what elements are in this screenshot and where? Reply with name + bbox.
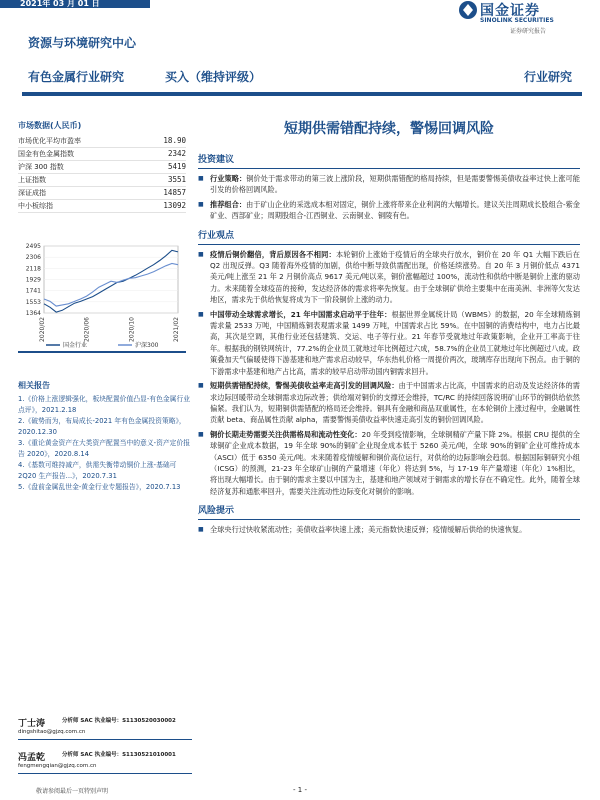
rating-label: 买入（维持评级） <box>165 70 262 84</box>
para-lead: 疫情后铜价翻倍，背后原因各不相同： <box>210 249 336 259</box>
category-label: 行业研究 <box>523 70 572 84</box>
footer-disclaimer: 敬请参阅最后一页特别声明 <box>36 788 109 795</box>
related-report-link[interactable]: 4.《基数可维持减产，供需失衡带动铜价上涨-基础可 2Q20 生产报告...》，2020.7.31 <box>18 461 177 480</box>
y-tick-label: 2495 <box>25 243 41 250</box>
section-heading: 行业观点 <box>198 230 235 241</box>
md-label: 沪深 300 指数 <box>18 163 64 171</box>
bullet-paragraph <box>198 380 580 426</box>
bullet-paragraph <box>198 429 580 497</box>
logo-text-en: SINOLINK SECURITIES <box>480 17 554 24</box>
analyst-sac-number: 分析师 SAC 执业编号：S1130520030002 <box>62 718 176 724</box>
md-label: 深证成指 <box>18 189 46 197</box>
analyst-name: 冯孟乾 <box>18 753 46 763</box>
para-lead: 短期供需错配持续，警惕美债收益率走高引发的回调风险： <box>210 381 399 391</box>
sinolink-logo-icon <box>458 0 478 20</box>
analyst-card <box>18 716 192 742</box>
md-label: 市场优化平均市盈率 <box>18 137 81 145</box>
related-report-link[interactable]: 3.《重论黄金资产在大类资产配置当中的意义-资产定价报告 2020》，2020.8.14 <box>18 439 191 458</box>
logo-text-cn: 国金证券 <box>480 3 540 19</box>
related-report-link[interactable]: 5.《盘前金属乱世金-黄金行业专题报告》，2020.7.13 <box>18 483 181 491</box>
para-body: 本轮铜价上涨始于疫情后的全球央行放水，铜价在 20 年 Q1 大幅下跌后在 Q2 出现反弹。Q3 随着海外疫情的加剧，供给中断导致供需配出现，价格延续涨势。自 20 年 3 月铜价低点 4371 美元/吨上涨至 21 年 2 月铜价高点 9617 美元/吨以来，铜价涨幅超过 100%，流动性和供给中断是铜价上涨的驱动力。未来随着全球疫苗的接种，发达经济体的需求将率先恢复。由于全球铜矿供给主要集中在南美洲、非洲等欠发达地区，需求先于供给恢复将成为下一阶段铜价上涨的动力。 <box>210 249 580 305</box>
para-body: 由于矿山企业的采选成本相对固定，铜价上涨将带来企业利润的大幅增长。建议关注周期成长股组合-紫金矿业、西部矿业；周期股组合-江西铜业、云南铜业、铜陵有色。 <box>210 199 580 221</box>
market-data-title: 市场数据(人民币) <box>18 121 82 130</box>
y-tick-label: 1364 <box>25 310 41 317</box>
x-tick-label: 2020/02 <box>39 317 46 342</box>
x-tick-label: 2020/06 <box>83 317 91 342</box>
md-value: 13092 <box>163 201 186 210</box>
related-reports <box>18 380 192 493</box>
y-tick-label: 2118 <box>25 265 41 273</box>
section-divider <box>198 519 580 520</box>
analyst-email[interactable]: dingshitao@gjzq.com.cn <box>18 729 86 735</box>
md-value: 5419 <box>167 162 186 171</box>
y-tick-label: 1553 <box>25 298 41 306</box>
md-label: 中小板综指 <box>18 202 53 210</box>
trend-chart-svg <box>18 238 186 353</box>
md-label: 上证指数 <box>18 176 46 184</box>
para-lead: 推荐组合： <box>210 199 247 209</box>
market-data-row <box>18 161 186 174</box>
related-report-link[interactable]: 1.《价格上涨逻辑强化，板块配置价值凸显-有色金属行业点评》，2021.2.18 <box>18 395 191 414</box>
md-value: 2342 <box>167 149 186 158</box>
industry-title: 有色金属行业研究 <box>28 70 125 84</box>
para-body: 根据世界金属统计局（WBMS）的数据，20 年全球精炼铜需求量 2533 万吨，中国精炼铜表观需求量 1499 万吨，中国需求占比 59%。在中国铜的消费结构中，电力占比最高，其次是空调，其他行业还包括建筑、交运、电子等行业。21 年春节受就地过年政策影响，企业开工率高于往年。根据我的钢铁网统计，77.2%的企业员工就地过年比例超过六成，58.7%的企业员工就地过年比例超过八成。政策叠加天气偏暖使得下游基建和地产需求启动较早，华东热轧价格一周提价两次，玻璃库存出现向下拐点。由于铜的下游需求中基建和地产占比高，需求的较早启动带动国内铜需求回升。 <box>210 309 581 376</box>
page-number: - 1 - <box>293 786 307 794</box>
section-heading: 风险提示 <box>198 506 235 517</box>
report-title: 短期供需错配持续，警惕回调风险 <box>284 121 494 137</box>
y-tick-label: 1741 <box>25 287 41 295</box>
report-date: 2021年 03 月 01 日 <box>0 0 150 8</box>
y-tick-label: 1929 <box>25 276 41 284</box>
market-data-row <box>18 148 186 161</box>
x-tick-label: 2020/10 <box>128 317 136 342</box>
bullet-paragraph <box>198 309 580 377</box>
x-tick-label: 2021/02 <box>173 317 180 342</box>
bullet-paragraph <box>198 199 580 222</box>
report-type-label: 证券研究报告 <box>510 28 547 35</box>
analyst-divider <box>18 739 192 740</box>
market-data-row <box>18 174 186 187</box>
md-value: 3551 <box>167 175 186 184</box>
para-body: 全球央行过快收紧流动性；美债收益率快速上涨；美元指数快速反弹；疫情缓解后供给的快速恢复。 <box>210 525 527 535</box>
related-report-link[interactable]: 2.《破势而为，布局成长-2021 年有色金属投资策略》，2020.12.30 <box>18 417 186 436</box>
para-body: 铜价处于需求带动的第三波上涨阶段，短期供需错配的格局持续，但是需要警惕美债收益率过快上涨可能引发的价格回调风险。 <box>210 174 580 195</box>
para-lead: 中国带动全球需求增长，21 年中国需求启动平于往年： <box>210 309 392 319</box>
report-body <box>198 118 580 539</box>
analyst-name: 丁士涛 <box>18 719 46 729</box>
analyst-email[interactable]: fengmengqian@gjzq.com.cn <box>18 763 97 769</box>
bullet-paragraph <box>198 524 580 535</box>
md-value: 14857 <box>163 188 186 197</box>
y-tick-label: 2306 <box>25 254 41 262</box>
legend-label: 国金行业 <box>63 342 88 349</box>
legend-label: 沪深300 <box>135 342 159 349</box>
analyst-card <box>18 750 192 776</box>
bullet-paragraph <box>198 249 580 306</box>
market-data-row <box>18 200 186 213</box>
para-body: 由于中国需求占比高，中国需求的启动及发达经济体的需求边际回暖带动全球铜需求边际改善；供给端对铜价的支撑还会维持，TC/RC 的持续回落说明矿山环节的铜供给依然偏紧。我们认为，短期铜供需错配的格局还会维持。铜具有金融和商品双重属性，在本轮铜价上涨过程中，金融属性贡献 beta、商品属性贡献 alpha，需要警惕美债收益率快速走高引发的铜价回调风险。 <box>210 381 580 425</box>
market-data-row <box>18 135 186 148</box>
index-trend-chart <box>18 238 186 353</box>
md-value: 18.90 <box>163 136 186 145</box>
market-data-panel <box>18 120 186 213</box>
section-divider <box>198 244 580 245</box>
related-reports-title: 相关报告 <box>18 381 50 390</box>
analyst-divider <box>18 773 192 774</box>
page-footer <box>0 786 600 800</box>
market-data-row <box>18 187 186 200</box>
series-line-1 <box>44 264 178 307</box>
department-title: 资源与环境研究中心 <box>28 36 137 50</box>
para-body: 20 年受到疫情影响，全球铜精矿产量下降 2%。根据 CRU 提供的全球铜矿企业成本数据，19 年全球 90%的铜矿企业现金成本低于 5260 美元/吨，全球 90%的铜矿企业可维持成本（ASCI）低于 6350 美元/吨。未来随着疫情缓解和铜价高位运行，对供给的边际影响会趋弱。根据国际铜研究小组（ICSG）的预测，21-23 年全球矿山铜的产量增速（年化）将达到 5%，与 17-19 年产量增速（年化）1%相比，将出现大幅增长。由于铜的需求主要以中国为主，基建和地产领域对于铜需求的增长存在不确定性。此外，随着全球经济复苏和通胀率回升，需要关注流动性边际变化对铜价的影响。 <box>210 429 580 496</box>
para-lead: 行业策略： <box>210 174 247 183</box>
analyst-sac-number: 分析师 SAC 执业编号：S1130521010001 <box>62 752 176 758</box>
analyst-list <box>18 716 192 784</box>
section-divider <box>198 168 580 169</box>
bullet-paragraph <box>198 173 580 196</box>
md-label: 国金有色金属指数 <box>18 150 74 158</box>
section-heading: 投资建议 <box>198 155 235 165</box>
para-lead: 铜价长期走势需要关注供需格局和流动性变化： <box>210 429 362 439</box>
header-divider <box>22 92 582 96</box>
